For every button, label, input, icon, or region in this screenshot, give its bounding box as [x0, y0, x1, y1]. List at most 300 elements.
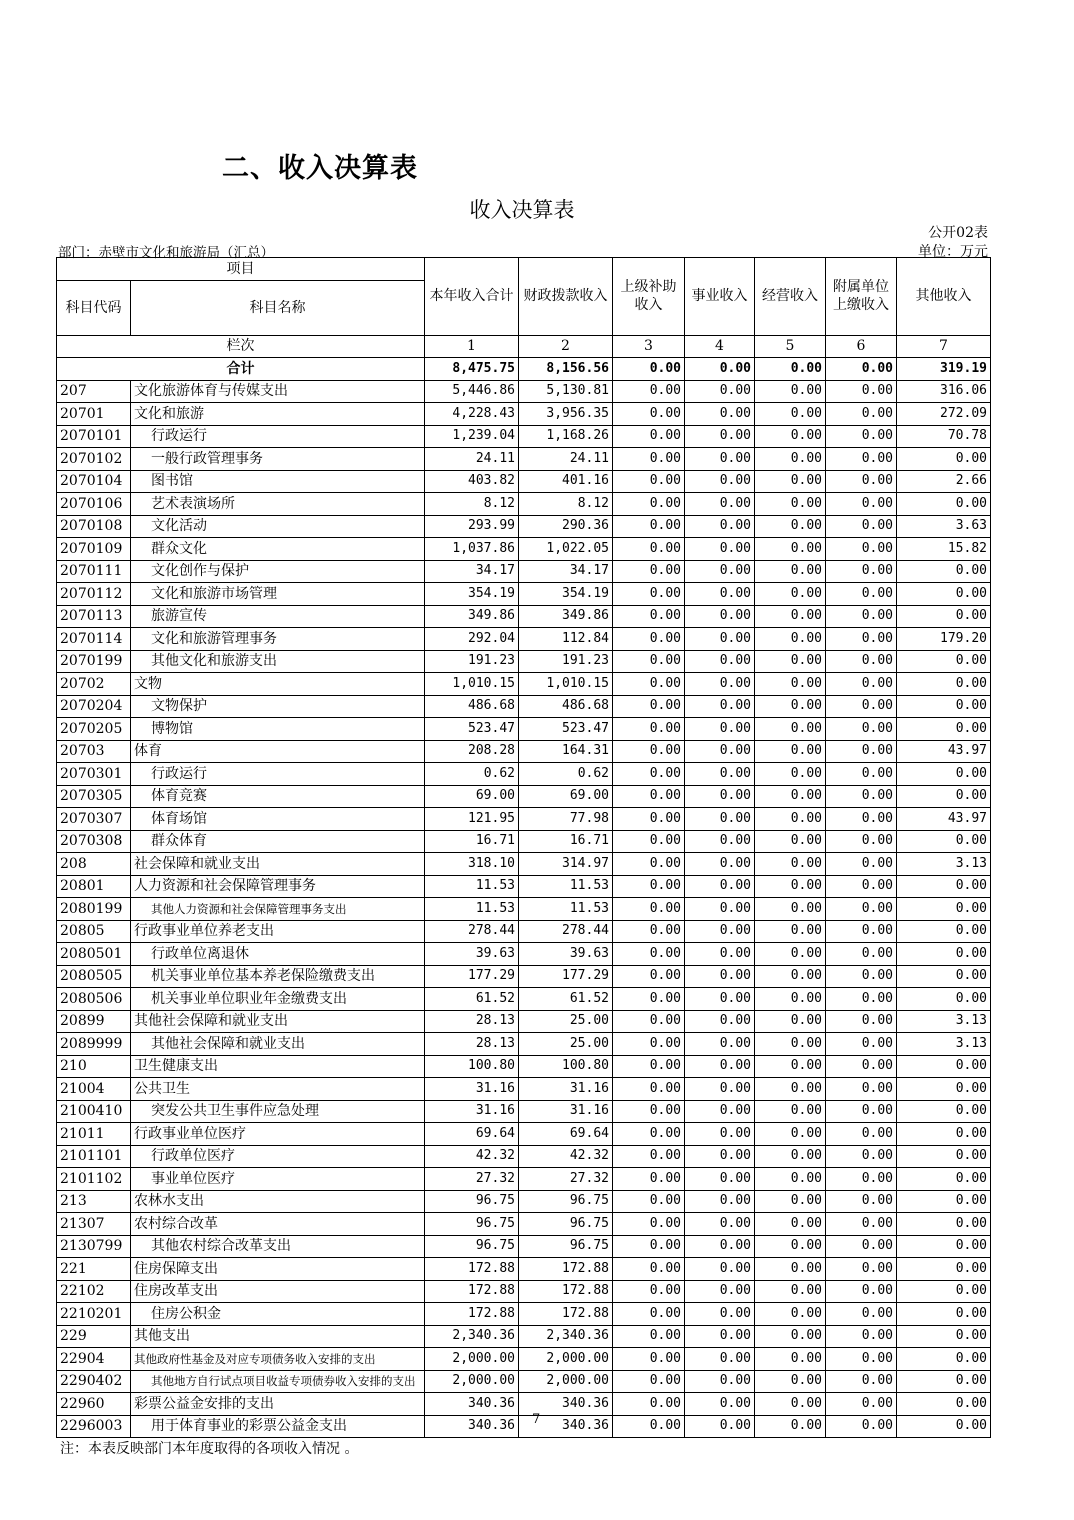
- row-value: 278.44: [519, 920, 613, 943]
- row-value: 0.00: [897, 1303, 991, 1326]
- row-value: 0.00: [613, 965, 685, 988]
- row-value: 0.00: [685, 1078, 755, 1101]
- row-value: 0.00: [613, 1325, 685, 1348]
- row-value: 0.00: [826, 1370, 897, 1393]
- header-col1: 本年收入合计: [425, 258, 519, 336]
- table-row: [57, 380, 991, 403]
- row-value: 0.00: [755, 1393, 826, 1416]
- row-value: 0.00: [826, 1213, 897, 1236]
- row-value: 0.00: [755, 1055, 826, 1078]
- row-value: 0.00: [897, 1415, 991, 1438]
- row-value: 0.00: [897, 943, 991, 966]
- row-code: 229: [57, 1325, 131, 1348]
- row-value: 0.00: [685, 1100, 755, 1123]
- row-value: 0.00: [685, 785, 755, 808]
- row-value: 0.00: [826, 898, 897, 921]
- header-lanci: 栏次: [57, 335, 425, 358]
- row-value: 0.00: [613, 650, 685, 673]
- row-value: 0.00: [613, 673, 685, 696]
- row-value: 69.00: [425, 785, 519, 808]
- table-row: [57, 1010, 991, 1033]
- row-value: 0.00: [897, 965, 991, 988]
- table-row: [57, 448, 991, 471]
- row-value: 0.00: [826, 628, 897, 651]
- table-row: [57, 515, 991, 538]
- row-value: 42.32: [425, 1145, 519, 1168]
- row-value: 0.00: [826, 1280, 897, 1303]
- table-row: [57, 1303, 991, 1326]
- row-name: 博物馆: [131, 718, 425, 741]
- row-value: 0.00: [897, 605, 991, 628]
- row-code: 2070106: [57, 493, 131, 516]
- row-value: 0.00: [826, 1393, 897, 1416]
- row-code: 2089999: [57, 1033, 131, 1056]
- row-code: 2070305: [57, 785, 131, 808]
- row-value: 0.00: [826, 965, 897, 988]
- table-row: [57, 853, 991, 876]
- row-value: 0.00: [826, 673, 897, 696]
- row-value: 191.23: [519, 650, 613, 673]
- row-name: 行政运行: [131, 763, 425, 786]
- row-value: 0.00: [685, 1280, 755, 1303]
- row-value: 4,228.43: [425, 403, 519, 426]
- row-value: 0.00: [685, 1415, 755, 1438]
- row-value: 0.00: [826, 403, 897, 426]
- row-name: 行政运行: [131, 425, 425, 448]
- table-row: [57, 898, 991, 921]
- row-value: 0.00: [613, 920, 685, 943]
- row-name: 文物保护: [131, 695, 425, 718]
- row-value: 0.00: [826, 1055, 897, 1078]
- row-value: 0.00: [613, 1033, 685, 1056]
- row-value: 0.00: [826, 808, 897, 831]
- row-value: 0.00: [826, 740, 897, 763]
- row-value: 0.00: [685, 943, 755, 966]
- header-col5: 经营收入: [755, 258, 826, 336]
- row-value: 293.99: [425, 515, 519, 538]
- col-number: 5: [755, 335, 826, 358]
- row-value: 96.75: [425, 1235, 519, 1258]
- table-row: [57, 1033, 991, 1056]
- row-value: 0.00: [826, 1033, 897, 1056]
- row-value: 179.20: [897, 628, 991, 651]
- row-value: 77.98: [519, 808, 613, 831]
- row-value: 0.00: [613, 1078, 685, 1101]
- table-row: [57, 830, 991, 853]
- row-value: 0.00: [826, 515, 897, 538]
- row-value: 0.00: [685, 1010, 755, 1033]
- table-row: [57, 560, 991, 583]
- row-value: 96.75: [519, 1190, 613, 1213]
- row-code: 2070301: [57, 763, 131, 786]
- row-value: 0.00: [897, 1393, 991, 1416]
- row-code: 2210201: [57, 1303, 131, 1326]
- row-value: 172.88: [519, 1303, 613, 1326]
- row-value: 523.47: [519, 718, 613, 741]
- row-value: 0.00: [613, 448, 685, 471]
- row-value: 0.00: [755, 740, 826, 763]
- table-row: [57, 1123, 991, 1146]
- row-value: 0.00: [897, 1055, 991, 1078]
- total-row: [57, 358, 991, 381]
- row-value: 0.00: [685, 1145, 755, 1168]
- row-value: 0.00: [755, 1145, 826, 1168]
- row-name: 公共卫生: [131, 1078, 425, 1101]
- row-name: 彩票公益金安排的支出: [131, 1393, 425, 1416]
- row-value: 0.00: [685, 965, 755, 988]
- row-value: 42.32: [519, 1145, 613, 1168]
- row-value: 0.00: [826, 1123, 897, 1146]
- row-value: 0.00: [755, 1303, 826, 1326]
- row-value: 0.00: [755, 628, 826, 651]
- row-value: 0.00: [613, 988, 685, 1011]
- row-code: 2080506: [57, 988, 131, 1011]
- header-col3: 上级补助收入: [613, 258, 685, 336]
- row-value: 0.00: [685, 808, 755, 831]
- row-value: 100.80: [425, 1055, 519, 1078]
- row-name: 行政单位离退休: [131, 943, 425, 966]
- row-value: 0.00: [685, 673, 755, 696]
- row-value: 0.00: [826, 448, 897, 471]
- row-value: 0.00: [897, 1190, 991, 1213]
- total-value: 0.00: [613, 358, 685, 381]
- row-value: 349.86: [425, 605, 519, 628]
- header-project: 项目: [57, 258, 425, 281]
- row-code: 2080199: [57, 898, 131, 921]
- row-value: 0.00: [685, 830, 755, 853]
- row-code: 2101102: [57, 1168, 131, 1191]
- department-label: 部门：赤壁市文化和旅游局（汇总）: [58, 245, 274, 261]
- row-value: 0.00: [613, 1123, 685, 1146]
- row-value: 0.00: [613, 1100, 685, 1123]
- table-row: [57, 605, 991, 628]
- row-value: 172.88: [519, 1258, 613, 1281]
- row-value: 61.52: [519, 988, 613, 1011]
- row-value: 0.00: [755, 448, 826, 471]
- row-value: 69.64: [425, 1123, 519, 1146]
- row-value: 16.71: [519, 830, 613, 853]
- table-row: [57, 1055, 991, 1078]
- form-number: 公开02表: [928, 225, 988, 241]
- row-code: 2101101: [57, 1145, 131, 1168]
- row-value: 486.68: [425, 695, 519, 718]
- row-name: 文化活动: [131, 515, 425, 538]
- row-code: 20801: [57, 875, 131, 898]
- header-name: 科目名称: [131, 280, 425, 335]
- row-code: 21307: [57, 1213, 131, 1236]
- row-name: 机关事业单位职业年金缴费支出: [131, 988, 425, 1011]
- row-value: 0.00: [685, 605, 755, 628]
- row-value: 401.16: [519, 470, 613, 493]
- row-value: 486.68: [519, 695, 613, 718]
- row-value: 0.00: [613, 538, 685, 561]
- row-code: 2070114: [57, 628, 131, 651]
- table-row: [57, 1415, 991, 1438]
- row-value: 340.36: [425, 1415, 519, 1438]
- row-value: 5,446.86: [425, 380, 519, 403]
- table-row: [57, 1280, 991, 1303]
- row-value: 0.00: [613, 943, 685, 966]
- row-value: 43.97: [897, 808, 991, 831]
- row-value: 0.00: [755, 1213, 826, 1236]
- row-name: 艺术表演场所: [131, 493, 425, 516]
- row-value: 0.00: [897, 560, 991, 583]
- header-col7: 其他收入: [897, 258, 991, 336]
- row-code: 22102: [57, 1280, 131, 1303]
- row-value: 0.00: [613, 628, 685, 651]
- row-value: 0.00: [685, 718, 755, 741]
- table-row: [57, 538, 991, 561]
- row-value: 0.00: [755, 470, 826, 493]
- row-code: 20702: [57, 673, 131, 696]
- row-value: 11.53: [519, 898, 613, 921]
- row-value: 0.00: [897, 1100, 991, 1123]
- row-value: 96.75: [425, 1190, 519, 1213]
- row-value: 0.00: [826, 830, 897, 853]
- table-row: [57, 988, 991, 1011]
- row-value: 11.53: [425, 875, 519, 898]
- row-value: 0.00: [826, 853, 897, 876]
- row-code: 21011: [57, 1123, 131, 1146]
- row-value: 0.00: [897, 1078, 991, 1101]
- row-value: 0.00: [613, 875, 685, 898]
- row-value: 0.00: [613, 763, 685, 786]
- table-row: [57, 425, 991, 448]
- row-value: 0.00: [897, 920, 991, 943]
- row-code: 2296003: [57, 1415, 131, 1438]
- row-value: 0.00: [826, 1145, 897, 1168]
- row-value: 39.63: [519, 943, 613, 966]
- row-name: 用于体育事业的彩票公益金支出: [131, 1415, 425, 1438]
- col-number: 1: [425, 335, 519, 358]
- row-name: 文化和旅游管理事务: [131, 628, 425, 651]
- row-value: 0.00: [685, 1325, 755, 1348]
- row-value: 340.36: [425, 1393, 519, 1416]
- row-value: 31.16: [519, 1078, 613, 1101]
- row-value: 31.16: [425, 1100, 519, 1123]
- row-name: 事业单位医疗: [131, 1168, 425, 1191]
- row-value: 34.17: [425, 560, 519, 583]
- row-value: 3.63: [897, 515, 991, 538]
- table-row: [57, 1370, 991, 1393]
- row-name: 旅游宣传: [131, 605, 425, 628]
- table-row: [57, 785, 991, 808]
- row-value: 0.00: [826, 1190, 897, 1213]
- table-row: [57, 583, 991, 606]
- row-value: 2,000.00: [425, 1370, 519, 1393]
- row-value: 278.44: [425, 920, 519, 943]
- row-code: 22960: [57, 1393, 131, 1416]
- table-row: [57, 695, 991, 718]
- row-name: 住房保障支出: [131, 1258, 425, 1281]
- row-value: 0.62: [425, 763, 519, 786]
- row-value: 0.00: [755, 1235, 826, 1258]
- row-code: 2070109: [57, 538, 131, 561]
- row-value: 31.16: [425, 1078, 519, 1101]
- row-value: 1,022.05: [519, 538, 613, 561]
- row-value: 0.00: [897, 988, 991, 1011]
- row-value: 0.00: [755, 898, 826, 921]
- row-value: 0.00: [897, 1168, 991, 1191]
- row-value: 28.13: [425, 1010, 519, 1033]
- row-value: 70.78: [897, 425, 991, 448]
- row-value: 340.36: [519, 1393, 613, 1416]
- row-value: 0.00: [755, 1033, 826, 1056]
- row-value: 0.00: [755, 808, 826, 831]
- row-value: 2,340.36: [425, 1325, 519, 1348]
- row-value: 0.00: [755, 763, 826, 786]
- row-value: 0.00: [685, 740, 755, 763]
- table-row: [57, 808, 991, 831]
- row-value: 0.00: [755, 650, 826, 673]
- row-value: 0.00: [685, 1168, 755, 1191]
- table-row: [57, 1190, 991, 1213]
- row-value: 0.00: [685, 988, 755, 1011]
- col-number: 3: [613, 335, 685, 358]
- row-value: 0.00: [755, 1370, 826, 1393]
- row-value: 2.66: [897, 470, 991, 493]
- row-name: 其他政府性基金及对应专项债务收入安排的支出: [131, 1348, 425, 1371]
- table-row: [57, 650, 991, 673]
- row-value: 0.00: [897, 1235, 991, 1258]
- row-code: 2070101: [57, 425, 131, 448]
- row-code: 22904: [57, 1348, 131, 1371]
- row-code: 2070102: [57, 448, 131, 471]
- row-code: 20701: [57, 403, 131, 426]
- row-value: 0.00: [755, 1415, 826, 1438]
- row-value: 0.00: [755, 1168, 826, 1191]
- table-row: [57, 740, 991, 763]
- row-value: 0.00: [685, 1190, 755, 1213]
- row-value: 1,037.86: [425, 538, 519, 561]
- row-name: 人力资源和社会保障管理事务: [131, 875, 425, 898]
- row-value: 0.00: [613, 740, 685, 763]
- row-value: 0.00: [613, 1010, 685, 1033]
- row-value: 0.00: [613, 718, 685, 741]
- row-value: 0.00: [897, 493, 991, 516]
- row-value: 1,168.26: [519, 425, 613, 448]
- row-value: 0.00: [685, 1055, 755, 1078]
- row-value: 172.88: [519, 1280, 613, 1303]
- total-value: 0.00: [826, 358, 897, 381]
- row-value: 0.00: [685, 583, 755, 606]
- row-code: 213: [57, 1190, 131, 1213]
- row-value: 0.00: [826, 988, 897, 1011]
- row-name: 图书馆: [131, 470, 425, 493]
- table-row: [57, 1258, 991, 1281]
- row-value: 0.00: [613, 808, 685, 831]
- header-col4: 事业收入: [685, 258, 755, 336]
- row-code: 20805: [57, 920, 131, 943]
- row-value: 0.00: [613, 830, 685, 853]
- total-value: 8,475.75: [425, 358, 519, 381]
- income-table: [56, 257, 991, 1438]
- row-value: 27.32: [425, 1168, 519, 1191]
- row-value: 1,010.15: [519, 673, 613, 696]
- row-value: 0.00: [897, 1348, 991, 1371]
- row-value: 0.00: [897, 1370, 991, 1393]
- row-value: 0.00: [897, 1325, 991, 1348]
- table-row: [57, 920, 991, 943]
- row-value: 0.00: [755, 1348, 826, 1371]
- row-value: 69.64: [519, 1123, 613, 1146]
- row-value: 0.00: [897, 1145, 991, 1168]
- row-value: 0.00: [685, 1303, 755, 1326]
- row-value: 3.13: [897, 853, 991, 876]
- row-value: 0.00: [897, 1123, 991, 1146]
- row-value: 0.00: [685, 853, 755, 876]
- row-name: 其他农村综合改革支出: [131, 1235, 425, 1258]
- row-value: 0.00: [826, 1078, 897, 1101]
- row-value: 11.53: [519, 875, 613, 898]
- row-value: 25.00: [519, 1033, 613, 1056]
- row-code: 2070205: [57, 718, 131, 741]
- row-name: 机关事业单位基本养老保险缴费支出: [131, 965, 425, 988]
- table-row: [57, 1325, 991, 1348]
- table-row: [57, 628, 991, 651]
- row-value: 0.00: [685, 425, 755, 448]
- row-value: 0.00: [685, 515, 755, 538]
- row-value: 69.00: [519, 785, 613, 808]
- row-name: 农村综合改革: [131, 1213, 425, 1236]
- row-value: 0.00: [685, 538, 755, 561]
- row-value: 0.00: [897, 718, 991, 741]
- row-value: 0.00: [826, 1303, 897, 1326]
- row-value: 0.00: [897, 875, 991, 898]
- row-code: 2130799: [57, 1235, 131, 1258]
- row-name: 住房改革支出: [131, 1280, 425, 1303]
- row-value: 0.00: [755, 380, 826, 403]
- row-value: 0.00: [685, 403, 755, 426]
- row-value: 24.11: [519, 448, 613, 471]
- row-code: 2070108: [57, 515, 131, 538]
- row-value: 96.75: [519, 1213, 613, 1236]
- table-row: [57, 1348, 991, 1371]
- row-value: 0.00: [613, 1370, 685, 1393]
- row-value: 0.00: [826, 943, 897, 966]
- row-value: 0.00: [826, 1168, 897, 1191]
- row-value: 0.00: [613, 560, 685, 583]
- row-value: 0.00: [755, 583, 826, 606]
- row-value: 2,340.36: [519, 1325, 613, 1348]
- row-value: 0.00: [755, 403, 826, 426]
- row-code: 2080501: [57, 943, 131, 966]
- row-value: 121.95: [425, 808, 519, 831]
- row-value: 0.00: [613, 785, 685, 808]
- row-value: 0.00: [685, 1123, 755, 1146]
- row-value: 96.75: [425, 1213, 519, 1236]
- row-code: 2070308: [57, 830, 131, 853]
- row-value: 0.00: [685, 470, 755, 493]
- row-value: 43.97: [897, 740, 991, 763]
- row-value: 0.00: [755, 605, 826, 628]
- table-title: 收入决算表: [469, 198, 575, 222]
- row-value: 27.32: [519, 1168, 613, 1191]
- row-value: 0.00: [685, 1393, 755, 1416]
- row-value: 0.00: [826, 1100, 897, 1123]
- row-value: 0.00: [685, 1213, 755, 1236]
- row-value: 0.00: [755, 853, 826, 876]
- row-value: 3.13: [897, 1010, 991, 1033]
- row-value: 0.00: [613, 1145, 685, 1168]
- row-value: 0.00: [826, 1010, 897, 1033]
- row-value: 2,000.00: [519, 1348, 613, 1371]
- row-value: 0.00: [755, 695, 826, 718]
- row-value: 3,956.35: [519, 403, 613, 426]
- row-value: 0.00: [826, 470, 897, 493]
- row-value: 0.00: [685, 763, 755, 786]
- row-value: 0.00: [897, 1258, 991, 1281]
